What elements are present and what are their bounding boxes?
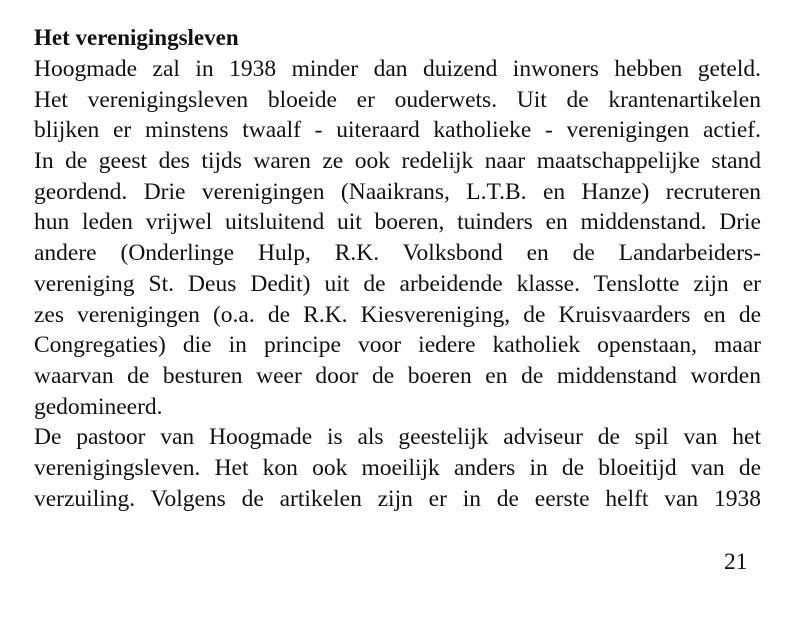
text-line: blijken er minstens twaalf - uiteraard katholieke - verenigingen actief. (34, 117, 761, 144)
paragraph-1 (34, 54, 761, 422)
text-line: gedomineerd. (34, 393, 163, 420)
text-line: In de geest des tijds waren ze ook redelijk naar maatschappelijke stand (34, 148, 761, 175)
text-line: andere (Onderlinge Hulp, R.K. Volksbond en de Landarbeiders- (34, 240, 761, 267)
text-line: hun leden vrijwel uitsluitend uit boeren, tuinders en middenstand. Drie (34, 209, 761, 236)
paragraph-2 (34, 422, 761, 514)
text-line: Het verenigingsleven bloeide er ouderwets. Uit de krantenartikelen (34, 86, 761, 113)
section-heading: Het verenigingsleven (34, 25, 239, 50)
text-line: Hoogmade zal in 1938 minder dan duizend inwoners hebben geteld. (34, 56, 761, 82)
text-line: Congregaties) die in principe voor iedere katholiek openstaan, maar (34, 332, 761, 359)
text-line: De pastoor van Hoogmade is als geestelijk adviseur de spil van het (34, 424, 761, 451)
text-line: vereniging St. Deus Dedit) uit de arbeidende klasse. Tenslotte zijn er (34, 270, 761, 297)
text-line: verenigingsleven. Het kon ook moeilijk anders in de bloeitijd van de (34, 454, 761, 481)
text-line: zes verenigingen (o.a. de R.K. Kiesvereniging, de Kruisvaarders en de (34, 301, 761, 328)
text-line: verzuiling. Volgens de artikelen zijn er in de eerste helft van 1938 (34, 485, 761, 512)
document-body (34, 22, 761, 514)
page-number: 21 (724, 549, 748, 575)
text-line: geordend. Drie verenigingen (Naaikrans, L.T.B. en Hanze) recruteren (34, 178, 761, 205)
text-line: waarvan de besturen weer door de boeren en de middenstand worden (34, 362, 761, 389)
